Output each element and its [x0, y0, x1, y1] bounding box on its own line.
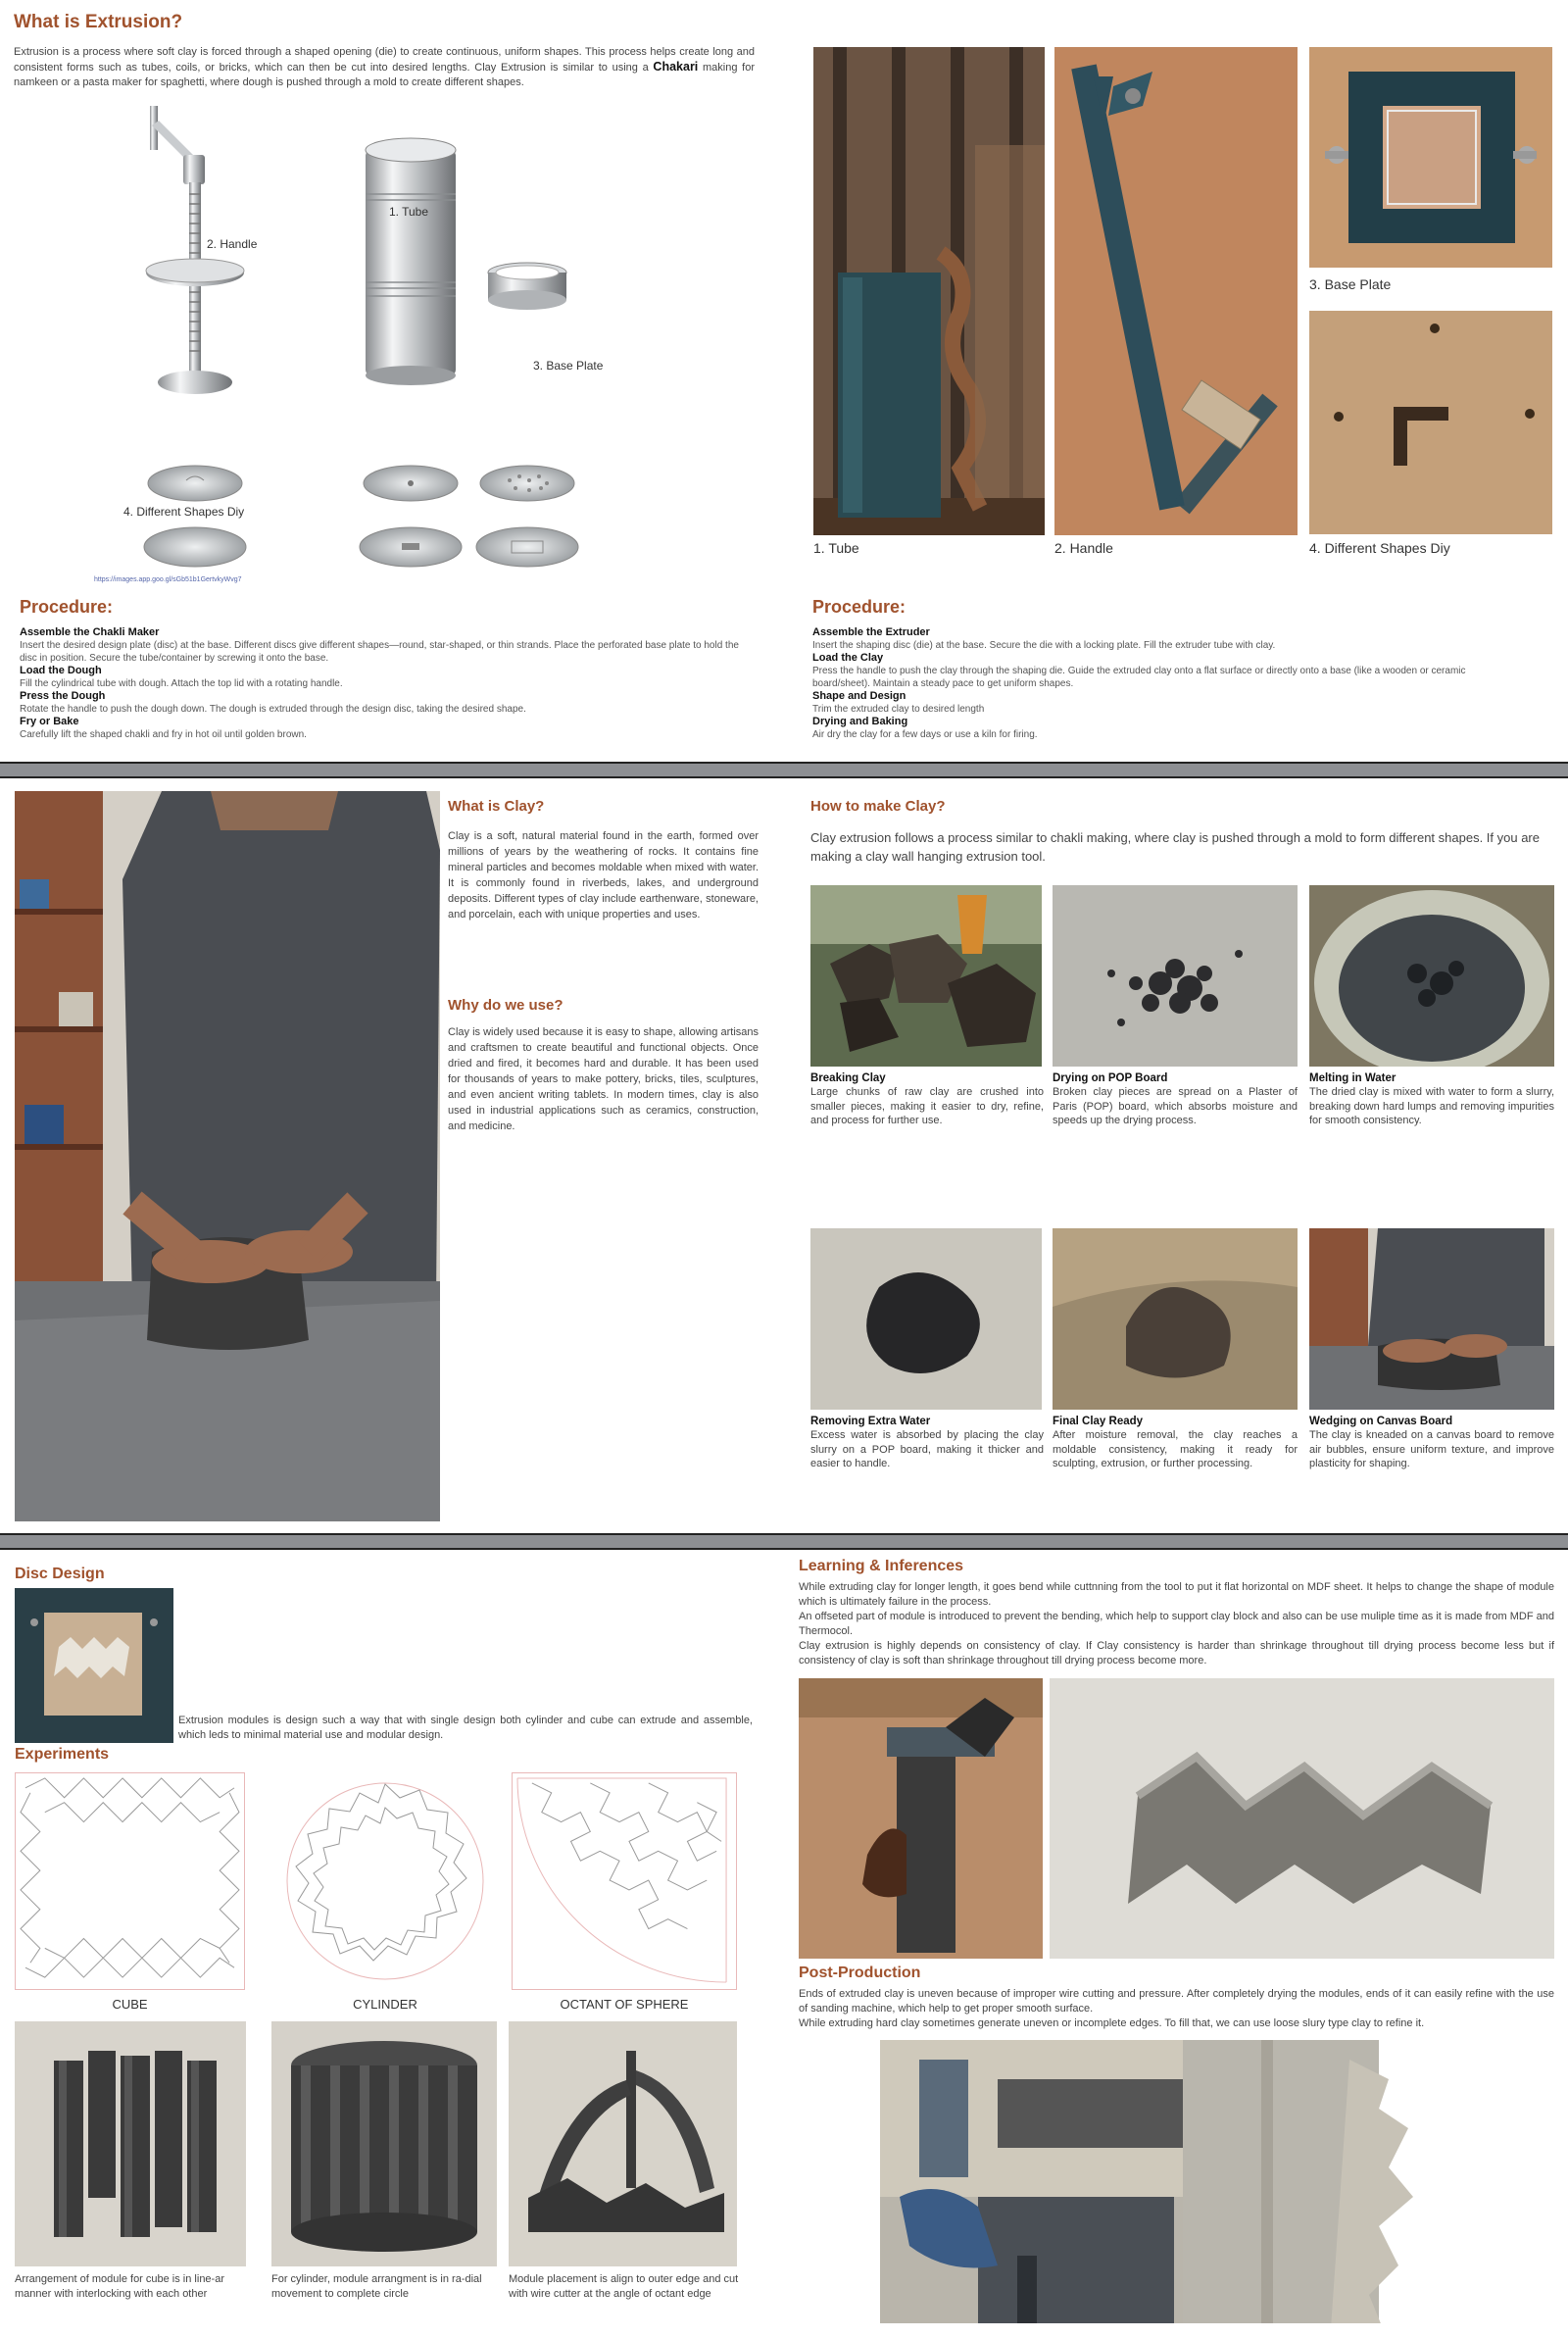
photo-extruder-tube: [813, 47, 1045, 535]
diagram-label-shapes: 4. Different Shapes Diy: [123, 505, 245, 519]
experiments-title: Experiments: [15, 1746, 110, 1763]
drawing-cylinder: [272, 1772, 498, 1990]
procedure-left-title: Procedure:: [20, 597, 114, 617]
section-divider-1: [0, 762, 1568, 778]
photo-label-tube: 1. Tube: [813, 540, 859, 556]
step-drying-pop: Drying on POP Board Broken clay pieces are spread on a Plaster of Paris (POP) board, which absorbs moisture and speeds up the drying process.: [1053, 1072, 1298, 1126]
learning-title: Learning & Inferences: [799, 1558, 964, 1574]
post-production-title: Post-Production: [799, 1965, 921, 1981]
disc-design-title: Disc Design: [15, 1566, 105, 1582]
why-title: Why do we use?: [448, 997, 564, 1014]
image-source-url: https://images.app.goo.gl/sGb51b1GertvkyWvg7: [94, 576, 242, 583]
step-melting-water: Melting in Water The dried clay is mixed with water to form a slurry, breaking down hard lumps and removing impurities for smooth consistency.: [1309, 1072, 1554, 1126]
photo-cube-result: [15, 2021, 246, 2266]
procedure-right-title: Procedure:: [812, 597, 906, 617]
photo-cylinder-result: [271, 2021, 497, 2266]
label-octant: OCTANT OF SPHERE: [560, 1997, 689, 2012]
diagram-label-tube: 1. Tube: [389, 205, 429, 219]
drawing-octant: [512, 1772, 737, 1990]
photo-final-clay: [1053, 1228, 1298, 1410]
photo-drying-pop: [1053, 885, 1298, 1067]
step-removing-water: Removing Extra Water Excess water is absorbed by placing the clay slurry on a POP board, making it thicker and easier to handle.: [810, 1416, 1044, 1469]
photo-label-handle: 2. Handle: [1054, 540, 1113, 556]
learning-text: While extruding clay for longer length, it goes bend while cuttnning from the tool to put it flat horizontal on MDF sheet. It helps to change the shape of module which is ultimately failure in the process. An offseted part of module is introduced to prevent the bending, which help to support clay block and also can be use muliple time as it is made from MDF and Thermocol. Clay extrusion is highly depends on consistency of clay. If Clay consistency is harder than shrinkage throughout till drying process become less but if consistency of clay is soft than shrinkage throughout till drying process become more.: [799, 1581, 1554, 1666]
extrusion-title: What is Extrusion?: [14, 12, 183, 32]
photo-wedging-large: [15, 791, 440, 1521]
section-divider-2: [0, 1533, 1568, 1550]
disc-design-text: Extrusion modules is design such a way that with single design both cylinder and cube can extrude and assemble, which leds to minimal material use and modular design.: [178, 1715, 753, 1741]
why-text: Clay is widely used because it is easy to shape, allowing artisans and craftsmen to create beautiful and functional objects. Once dried and fired, it becomes hard and durable. It has been used for thousands of years to make pottery, bricks, tiles, sculptures, and even ancient writing tablets. In modern times, clay is also used in industrial applications such as ceramics, construction, and medicine.: [448, 1026, 759, 1132]
label-cylinder: CYLINDER: [353, 1997, 417, 2012]
photo-shape-disc: [1309, 311, 1552, 534]
photo-octant-result: [509, 2021, 737, 2266]
caption-cube: Arrangement of module for cube is in line-ar manner with interlocking with each other: [15, 2273, 224, 2300]
photo-disc-design: [15, 1588, 173, 1743]
caption-cylinder: For cylinder, module arrangment is in ra-dial movement to complete circle: [271, 2273, 482, 2300]
photo-sanding-machine: [880, 2040, 1183, 2323]
diagram-label-base-plate: 3. Base Plate: [533, 359, 604, 373]
step-wedging-canvas: Wedging on Canvas Board The clay is kneaded on a canvas board to remove air bubbles, ensure uniform texture, and improve plasticity for shaping.: [1309, 1416, 1554, 1469]
drawing-cube: [15, 1772, 245, 1990]
post-production-text: Ends of extruded clay is uneven because of improper wire cutting and pressure. After completely drying the modules, ends of it can easily refine with the use of sanding machine, which help to get proper smooth surface. While extruding hard clay sometimes generate uneven or incomplete edges. To fill that, we can use loose slury type clay to refine it.: [799, 1988, 1554, 2029]
photo-breaking-clay: [810, 885, 1042, 1067]
photo-extruder-handle: [1054, 47, 1298, 535]
extrusion-intro: Extrusion is a process where soft clay is forced through a shaped opening (die) to create continuous, uniform shapes. This process helps create long and consistent forms such as tubes, coils, or bricks, which can then be cut into desired lengths. Clay Extrusion is similar to using a Chakari making for namkeen or a pasta maker for spaghetti, where dough is pushed through a mold to create different shapes.: [14, 46, 756, 88]
photo-refined-edge: [1183, 2040, 1465, 2323]
step-final-clay: Final Clay Ready After moisture removal, the clay reaches a moldable consistency, making it ready for sculpting, extrusion, or further processing.: [1053, 1416, 1298, 1469]
how-text: Clay extrusion follows a process similar to chakli making, where clay is pushed through a mold to form different shapes. If you are making a clay wall hanging extrusion tool.: [810, 830, 1540, 864]
diagram-label-handle: 2. Handle: [207, 237, 258, 251]
clay-title: What is Clay?: [448, 798, 545, 815]
photo-label-base-plate: 3. Base Plate: [1309, 276, 1392, 292]
procedure-right: Assemble the Extruder Insert the shaping disc (die) at the base. Secure the die with a locking plate. Fill the extruder tube with clay. Load the Clay Press the handle to push the clay through the shaping die. Guide the extruded clay onto a flat surface or directly onto a base (like a wooden or ceramic board/sheet). Maintain a steady pace to get uniform shapes. Shape and Design Trim the extruded clay to desired length Drying and Baking Air dry the clay for a few days or use a kiln for firing.: [812, 626, 1466, 740]
photo-base-plate: [1309, 47, 1552, 268]
label-cube: CUBE: [112, 1997, 148, 2012]
clay-text: Clay is a soft, natural material found in the earth, formed over millions of years by the weathering of rocks. It contains fine mineral particles and becomes moldable when mixed with water. It is commonly found in riverbeds, lakes, and underground deposits. Different types of clay include earthenware, stoneware, and porcelain, each with unique properties and uses.: [448, 830, 759, 920]
photo-extruding-support: [799, 1678, 1043, 1959]
step-breaking-clay: Breaking Clay Large chunks of raw clay are crushed into smaller pieces, making it easier to dry, refine, and process for further use.: [810, 1072, 1044, 1126]
photo-melting-water: [1309, 885, 1554, 1067]
photo-wedging-canvas: [1309, 1228, 1554, 1410]
caption-octant: Module placement is align to outer edge and cut with wire cutter at the angle of octant edge: [509, 2273, 739, 2300]
procedure-left: Assemble the Chakli Maker Insert the desired design plate (disc) at the base. Different discs give different shapes—round, star-shaped, or thin strands. Place the perforated base plate to hold the disc in position. Secure the tube/container by screwing it onto the base. Load the Dough Fill the cylindrical tube with dough. Attach the top lid with a rotating handle. Press the Dough Rotate the handle to push the dough down. The dough is extruded through the design disc, taking the desired shape. Fry or Bake Carefully lift the shaped chakli and fry in hot oil until golden brown.: [20, 626, 739, 740]
how-title: How to make Clay?: [810, 798, 946, 815]
photo-label-shapes: 4. Different Shapes Diy: [1309, 540, 1450, 556]
photo-removing-water: [810, 1228, 1042, 1410]
photo-extruded-module: [1050, 1678, 1554, 1959]
